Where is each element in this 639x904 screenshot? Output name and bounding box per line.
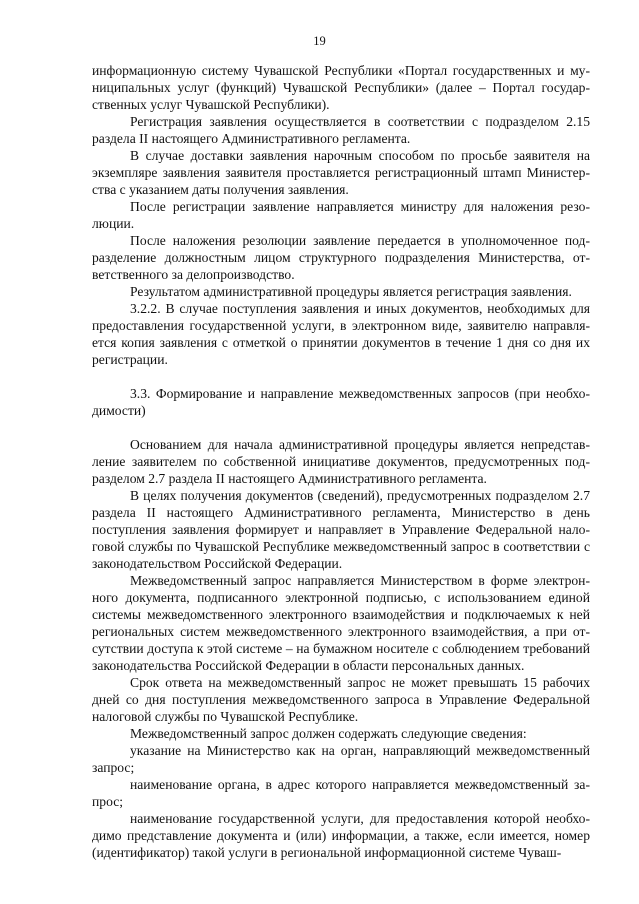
list-item-service-name: наименование государственной услуги, для предоставления которой необходимо представление документа и (или) информации, а также, если имеется, номер (идентификатор) такой услуги в региональной информационной системе Чуваш- xyxy=(92,811,590,860)
paragraph-response-deadline: Срок ответа на межведомственный запрос не может превышать 15 рабочих дней со дня поступления межведомственного запроса в Управление Федеральной налоговой службы по Чувашской Республике. xyxy=(92,675,590,724)
paragraph-registration: Регистрация заявления осуществляется в соответствии с подразделом 2.15 раздела II настоящего Административного регламента. xyxy=(92,114,590,146)
paragraph-purpose: В целях получения документов (сведений), предусмотренных подразделом 2.7 раздела II настоящего Административного регламента, Министерство в день поступления заявления формирует и направляет в Управление Федеральной налоговой службы по Чувашской Республике межведомственный запрос в соответствии с законодательством Российской Федерации. xyxy=(92,488,590,571)
paragraph-electronic-submission: 3.2.2. В случае поступления заявления и иных документов, необходимых для предоставления государственной услуги, в электронном виде, заявителю направляется копия заявления с отметкой о принятии документов в течение 1 дня со дня их регистрации. xyxy=(92,301,590,367)
paragraph-grounds: Основанием для начала административной процедуры является непредставление заявителем по собственной инициативе документов, предусмотренных подразделом 2.7 раздела II настоящего Административного регламента. xyxy=(92,437,590,486)
paragraph-continuation: информационную систему Чувашской Республики «Портал государственных и муниципальных услуг (функций) Чувашской Республики» (далее – Портал государственных услуг Чувашской Республики). xyxy=(92,63,590,112)
paragraph-request-contents: Межведомственный запрос должен содержать следующие сведения: xyxy=(130,726,527,741)
paragraph-resolution: После регистрации заявление направляется министру для наложения резолюции. xyxy=(92,199,590,231)
list-item-recipient: наименование органа, в адрес которого направляется межведомственный запрос; xyxy=(92,777,590,809)
paragraph-result: Результатом административной процедуры является регистрация заявления. xyxy=(130,284,572,299)
section-heading: 3.3. Формирование и направление межведомственных запросов (при необходимости) xyxy=(92,386,590,418)
list-item-ministry: указание на Министерство как на орган, направляющий межведомственный запрос; xyxy=(92,743,590,775)
document-body xyxy=(92,62,590,861)
paragraph-courier-delivery: В случае доставки заявления нарочным способом по просьбе заявителя на экземпляре заявления заявителя проставляется регистрационный штамп Министерства с указанием даты получения заявления. xyxy=(92,148,590,197)
paragraph-transfer: После наложения резолюции заявление передается в уполномоченное подразделение должностным лицом структурного подразделения Министерства, ответственного за делопроизводство. xyxy=(92,233,590,282)
paragraph-request-form: Межведомственный запрос направляется Министерством в форме электронного документа, подписанного электронной подписью, с использованием единой системы межведомственного электронного взаимодействия и подключаемых к ней региональных систем межведомственного электронного взаимодействия, а при отсутствии доступа к этой системе – на бумажном носителе с соблюдением требований законодательства Российской Федерации в области персональных данных. xyxy=(92,573,590,673)
page-number: 19 xyxy=(313,34,326,48)
